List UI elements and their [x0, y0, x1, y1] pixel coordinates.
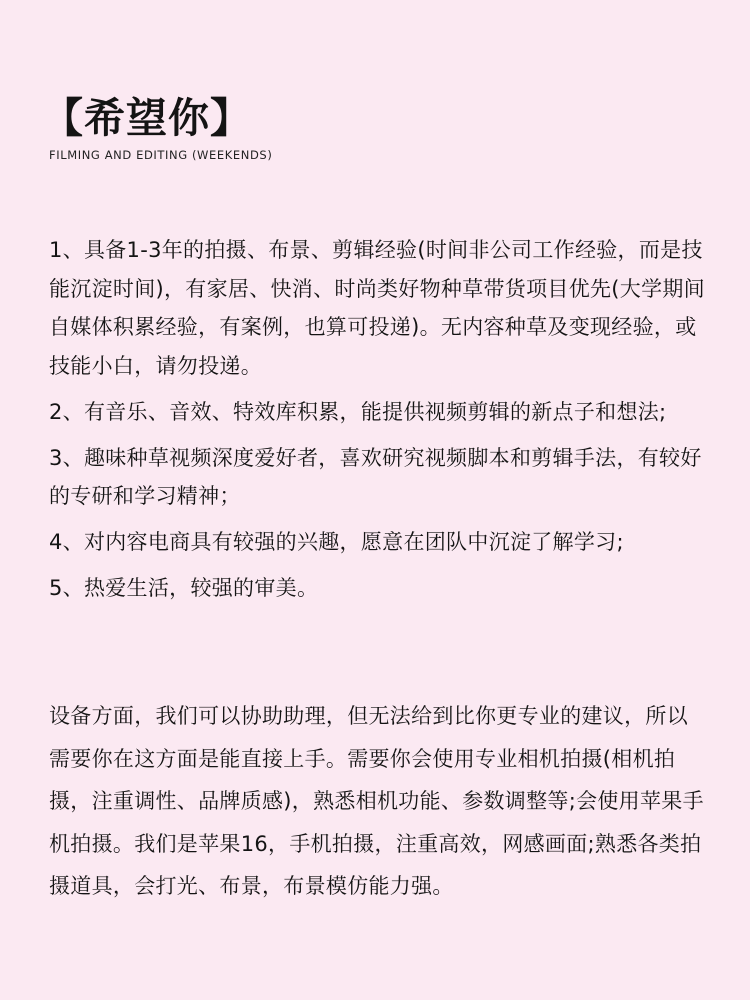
requirements-list — [49, 231, 709, 615]
requirement-item: 1、具备1-3年的拍摄、布景、剪辑经验(时间非公司工作经验，而是技能沉淀时间)，有家居、快消、时尚类好物种草带货项目优先(大学期间自媒体积累经验，有案例，也算可投递)。无内容种草及变现经验，或技能小白，请勿投递。 — [49, 238, 705, 378]
equipment-paragraph: 设备方面，我们可以协助助理，但无法给到比你更专业的建议，所以需要你在这方面是能直接上手。需要你会使用专业相机拍摄(相机拍摄，注重调性、品牌质感)，熟悉相机功能、参数调整等;会使用苹果手机拍摄。我们是苹果16，手机拍摄，注重高效，网感画面;熟悉各类拍摄道具，会打光、布景，布景模仿能力强。 — [49, 704, 704, 898]
requirement-item: 2、有音乐、音效、特效库积累，能提供视频剪辑的新点子和想法; — [49, 399, 667, 424]
page-subtitle: FILMING AND EDITING (WEEKENDS) — [49, 148, 273, 162]
requirement-item: 4、对内容电商具有较强的兴趣，愿意在团队中沉淀了解学习; — [49, 530, 624, 554]
page-title: 【希望你】 — [42, 94, 252, 142]
requirement-item: 5、热爱生活，较强的审美。 — [49, 576, 319, 600]
requirement-item: 3、趣味种草视频深度爱好者，喜欢研究视频脚本和剪辑手法，有较好的专研和学习精神； — [49, 445, 702, 508]
